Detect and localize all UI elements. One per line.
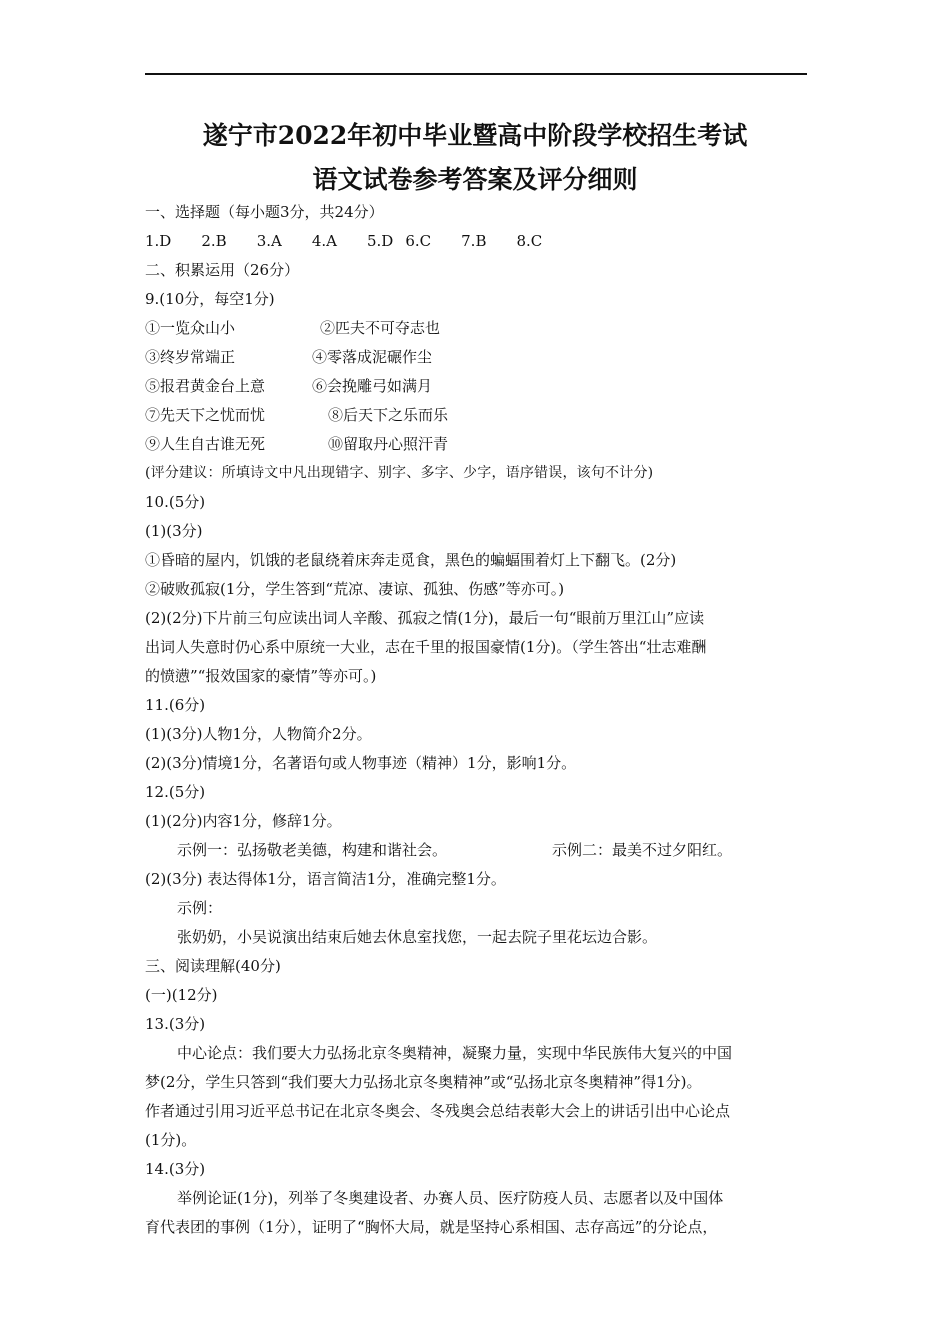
q10-part2-line: (2)(2分)下片前三句应读出词人辛酸、孤寂之情(1分)，最后一句“眼前万里江山”应读 bbox=[145, 609, 705, 627]
q12-example-label: 示例： bbox=[177, 899, 223, 917]
q12-examples bbox=[145, 836, 810, 865]
q14-heading: 14.(3分) bbox=[145, 1160, 206, 1178]
top-rule bbox=[145, 73, 807, 75]
q10-part2-line: 的愤懑”“报效国家的豪情”等亦可。) bbox=[145, 667, 377, 685]
q13-line: (1分)。 bbox=[145, 1131, 197, 1149]
q10-part1-a: ①昏暗的屋内，饥饿的老鼠绕着床奔走觅食，黑色的蝙蝠围着灯上下翻飞。(2分) bbox=[145, 551, 677, 569]
q11-part1: (1)(3分)人物1分，人物简介2分。 bbox=[145, 725, 372, 743]
q10-part1-b: ②破败孤寂(1分，学生答到“荒凉、凄谅、孤独、伤感”等亦可。) bbox=[145, 580, 565, 598]
q12-part2: (2)(3分) 表达得体1分，语言简洁1分，准确完整1分。 bbox=[145, 870, 506, 888]
blank-answer: ④零落成泥碾作尘 bbox=[312, 348, 433, 366]
blank-answer: ⑨人生自古谁无死 bbox=[145, 435, 266, 453]
choice-answer: 8.C bbox=[516, 232, 543, 250]
blank-answer: ⑤报君黄金台上意 bbox=[145, 377, 266, 395]
q10-part1: (1)(3分) bbox=[145, 522, 203, 540]
q13-line: 作者通过引用习近平总书记在北京冬奥会、冬残奥会总结表彰大会上的讲话引出中心论点 bbox=[145, 1102, 731, 1120]
choice-answer: 5.D bbox=[367, 232, 394, 250]
q9-blank-row bbox=[145, 430, 810, 459]
q12-example-1: 示例一：弘扬敬老美德，构建和谐社会。 bbox=[177, 841, 448, 859]
q11-part2: (2)(3分)情境1分，名著语句或人物事迹（精神）1分，影响1分。 bbox=[145, 754, 577, 772]
choice-answer: 2.B bbox=[201, 232, 227, 250]
q12-heading: 12.(5分) bbox=[145, 783, 206, 801]
blank-answer: ⑥会挽雕弓如满月 bbox=[312, 377, 433, 395]
section3-heading: 三、阅读理解(40分) bbox=[145, 957, 281, 975]
choice-answer: 1.D bbox=[145, 232, 172, 250]
q9-blank-row bbox=[145, 314, 810, 343]
answer-content bbox=[145, 198, 810, 1242]
q10-heading: 10.(5分) bbox=[145, 493, 206, 511]
choice-answer: 7.B bbox=[461, 232, 487, 250]
blank-answer: ⑩留取丹心照汗青 bbox=[328, 435, 449, 453]
q9-blank-row bbox=[145, 401, 810, 430]
q13-line: 梦(2分，学生只答到“我们要大力弘扬北京冬奥精神”或“弘扬北京冬奥精神”得1分)。 bbox=[145, 1073, 702, 1091]
choice-answer: 4.A bbox=[311, 232, 337, 250]
page-subtitle: 语文试卷参考答案及评分细则 bbox=[312, 165, 638, 194]
blank-answer: ③终岁常端正 bbox=[145, 348, 236, 366]
reading-part1-heading: (一)(12分) bbox=[145, 986, 218, 1004]
choice-answers bbox=[145, 227, 810, 256]
q13-line: 中心论点：我们要大力弘扬北京冬奥精神，凝聚力量，实现中华民族伟大复兴的中国 bbox=[177, 1044, 733, 1062]
blank-answer: ⑦先天下之忧而忧 bbox=[145, 406, 266, 424]
q14-line: 举例论证(1分)，列举了冬奥建设者、办赛人员、医疗防疫人员、志愿者以及中国体 bbox=[177, 1189, 724, 1207]
page-title: 遂宁市2022年初中毕业暨高中阶段学校招生考试 bbox=[202, 121, 748, 150]
q9-blank-row bbox=[145, 372, 810, 401]
q10-part2-line: 出词人失意时仍心系中原统一大业，志在千里的报国豪情(1分)。（学生答出“壮志难酬 bbox=[145, 638, 707, 656]
blank-answer: ①一览众山小 bbox=[145, 319, 236, 337]
q12-example-2: 示例二：最美不过夕阳红。 bbox=[552, 841, 733, 859]
q11-heading: 11.(6分) bbox=[145, 696, 206, 714]
q12-part1: (1)(2分)内容1分，修辞1分。 bbox=[145, 812, 342, 830]
blank-answer: ②匹夫不可夺志也 bbox=[320, 319, 441, 337]
q9-heading: 9.(10分，每空1分) bbox=[145, 290, 275, 308]
q9-scoring-note: (评分建议：所填诗文中凡出现错字、别字、多字、少字，语序错误，该句不计分) bbox=[145, 465, 654, 481]
choice-answer: 3.A bbox=[256, 232, 282, 250]
blank-answer: ⑧后天下之乐而乐 bbox=[328, 406, 449, 424]
q14-line: 育代表团的事例（1分），证明了“胸怀大局，就是坚持心系相国、志存高远”的分论点， bbox=[145, 1218, 718, 1236]
q12-example-text: 张奶奶，小吴说演出结束后她去休息室找您，一起去院子里花坛边合影。 bbox=[177, 928, 658, 946]
section1-heading: 一、选择题（每小题3分，共24分） bbox=[145, 203, 384, 221]
q9-blank-row bbox=[145, 343, 810, 372]
choice-answer: 6.C bbox=[405, 232, 432, 250]
section2-heading: 二、积累运用（26分） bbox=[145, 261, 300, 279]
q13-heading: 13.(3分) bbox=[145, 1015, 206, 1033]
